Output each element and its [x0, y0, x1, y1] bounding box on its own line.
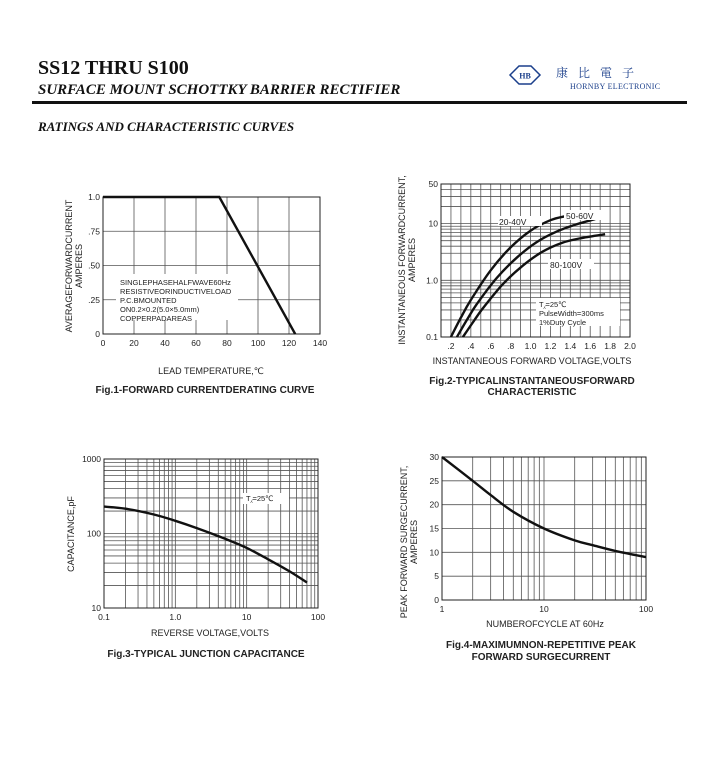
- fig2-ylabel-units: AMPERES: [407, 237, 417, 283]
- fig1-ytick-label: 1.0: [88, 192, 100, 202]
- fig4-ytick-label: 0: [434, 595, 439, 605]
- fig2-xtick-label: 1.8: [604, 341, 617, 351]
- fig3-xtick-label: 100: [310, 612, 326, 622]
- fig4-ylabel-units: AMPERES: [409, 519, 419, 565]
- fig1-note-line: SINGLEPHASEHALFWAVE60Hz: [120, 278, 231, 287]
- fig1-note-line: ON0.2×0.2(5.0×5.0mm): [120, 305, 200, 314]
- fig2-xtick-label: 1.2: [544, 341, 557, 351]
- fig2-note-line: PulseWidth=300ms: [539, 309, 604, 318]
- fig1-xtick-label: 20: [129, 338, 139, 348]
- fig3-series: [104, 507, 307, 583]
- fig1-ytick-label: .50: [88, 260, 100, 271]
- fig2-ytick-label: 10: [428, 218, 438, 229]
- fig4-ytick-label: 10: [429, 547, 439, 558]
- fig2-chart: [397, 175, 636, 398]
- fig4-ytick-label: 15: [429, 523, 439, 534]
- fig3-xtick-label: 0.1: [98, 612, 110, 622]
- fig4-xtick-label: 100: [638, 604, 654, 614]
- fig3-ytick-label: 100: [86, 528, 101, 539]
- fig1-note-line: COPPERPADAREAS: [120, 314, 192, 323]
- fig2-xtick-label: 2.0: [624, 341, 636, 351]
- fig1-chart: [64, 192, 327, 396]
- fig3-ytick-label: 1000: [82, 454, 101, 464]
- fig2-xtick-label: .8: [507, 341, 515, 351]
- fig1-ytick-label: .25: [88, 294, 100, 305]
- fig1-xtick-label: 140: [312, 338, 328, 348]
- fig2-note-line: 1%Duty Cycle: [539, 318, 587, 327]
- fig2-caption-line2: CHARACTERISTIC: [487, 387, 577, 398]
- fig2-series-label-80-100v: 80-100V: [550, 260, 583, 270]
- page-subtitle: SURFACE MOUNT SCHOTTKY BARRIER RECTIFIER: [38, 82, 401, 98]
- fig1-ylabel: AVERAGEFORWARDCURRENT: [64, 199, 74, 333]
- fig3-xlabel: REVERSE VOLTAGE,VOLTS: [150, 628, 270, 638]
- fig1-caption: Fig.1-FORWARD CURRENTDERATING CURVE: [95, 385, 315, 396]
- fig4-xlabel: NUMBEROFCYCLE AT 60Hz: [486, 619, 604, 629]
- fig2-note-line: T⁁=25℃: [539, 300, 567, 309]
- fig4-caption-line2: FORWARD SURGECURRENT: [471, 652, 611, 663]
- fig1-xtick-label: 40: [160, 338, 170, 348]
- fig1-note: [116, 274, 238, 323]
- fig4-caption-line1: Fig.4-MAXIMUMNON-REPETITIVE PEAK: [445, 640, 637, 651]
- fig1-xtick-label: 80: [222, 338, 232, 348]
- fig1-xtick-label: 60: [191, 338, 201, 348]
- fig4-ytick-label: 30: [429, 452, 439, 462]
- fig2-ytick-label: 0.1: [426, 332, 438, 342]
- fig1-ticks: [88, 192, 327, 348]
- fig4-ticks: [430, 452, 654, 614]
- company-name-en: HORNBY ELECTRONIC: [570, 82, 661, 91]
- fig1-note-line: P.C.BMOUNTED: [120, 296, 177, 305]
- section-title: RATINGS AND CHARACTERISTIC CURVES: [38, 119, 295, 134]
- fig2-series-label-50-60v: 50-60V: [566, 211, 594, 221]
- fig2-xtick-label: .2: [447, 341, 455, 351]
- fig2-xtick-label: 1.6: [584, 341, 597, 351]
- fig3-ytick-label: 10: [91, 603, 101, 613]
- fig2-series-label-20-40v: 20-40V: [499, 217, 527, 227]
- fig3-xtick-label: 1.0: [169, 612, 182, 622]
- fig4-ytick-label: 25: [429, 475, 439, 486]
- fig2-xlabel: INSTANTANEOUS FORWARD VOLTAGE,VOLTS: [432, 356, 632, 366]
- fig3-caption: Fig.3-TYPICAL JUNCTION CAPACITANCE: [107, 649, 305, 660]
- fig2-ylabel: INSTANTANEOUS FORWARDCURRENT,: [397, 175, 407, 345]
- fig1-ylabel-units: AMPERES: [74, 243, 84, 289]
- fig4-ylabel: PEAK FORWARD SURGECURRENT,: [399, 465, 409, 619]
- fig4-xtick-label: 1: [439, 604, 445, 614]
- fig3-note: T⁁=25℃: [246, 494, 274, 503]
- fig2-xtick-label: 1.4: [564, 341, 577, 351]
- fig2-ytick-label: 50: [428, 179, 438, 189]
- fig2-xtick-label: 1.0: [524, 341, 537, 351]
- fig4-ytick-label: 20: [429, 499, 439, 510]
- fig4-xtick-label: 10: [539, 604, 549, 614]
- fig1-xlabel: LEAD TEMPERATURE,℃: [158, 366, 264, 376]
- fig2-note: [536, 298, 620, 327]
- logo-text: HB: [519, 71, 531, 81]
- fig4-ytick-label: 5: [434, 571, 439, 582]
- fig1-ytick-label: 0: [95, 329, 100, 339]
- fig2-xtick-label: .4: [467, 341, 475, 351]
- fig1-xtick-label: 100: [250, 338, 266, 348]
- fig3-series-line-0: [104, 507, 307, 583]
- fig3-ticks: [82, 454, 325, 622]
- fig1-xtick-label: 120: [281, 338, 297, 348]
- fig3-xtick-label: 10: [241, 612, 252, 622]
- fig1-ytick-label: .75: [88, 226, 100, 237]
- page-title: SS12 THRU S100: [38, 57, 189, 79]
- fig2-xtick-label: .6: [487, 341, 495, 351]
- fig3-chart: [66, 454, 325, 660]
- company-name-cn: 康比電子: [556, 66, 645, 80]
- fig1-xtick-label: 0: [100, 338, 106, 348]
- fig2-ytick-label: 1.0: [426, 275, 438, 286]
- fig4-chart: [399, 452, 653, 663]
- fig3-ylabel: CAPACITANCE,pF: [66, 496, 76, 572]
- fig2-caption-line1: Fig.2-TYPICALINSTANTANEOUSFORWARD: [429, 376, 635, 387]
- fig1-note-line: RESISTIVEORINDUCTIVELOAD: [120, 287, 232, 296]
